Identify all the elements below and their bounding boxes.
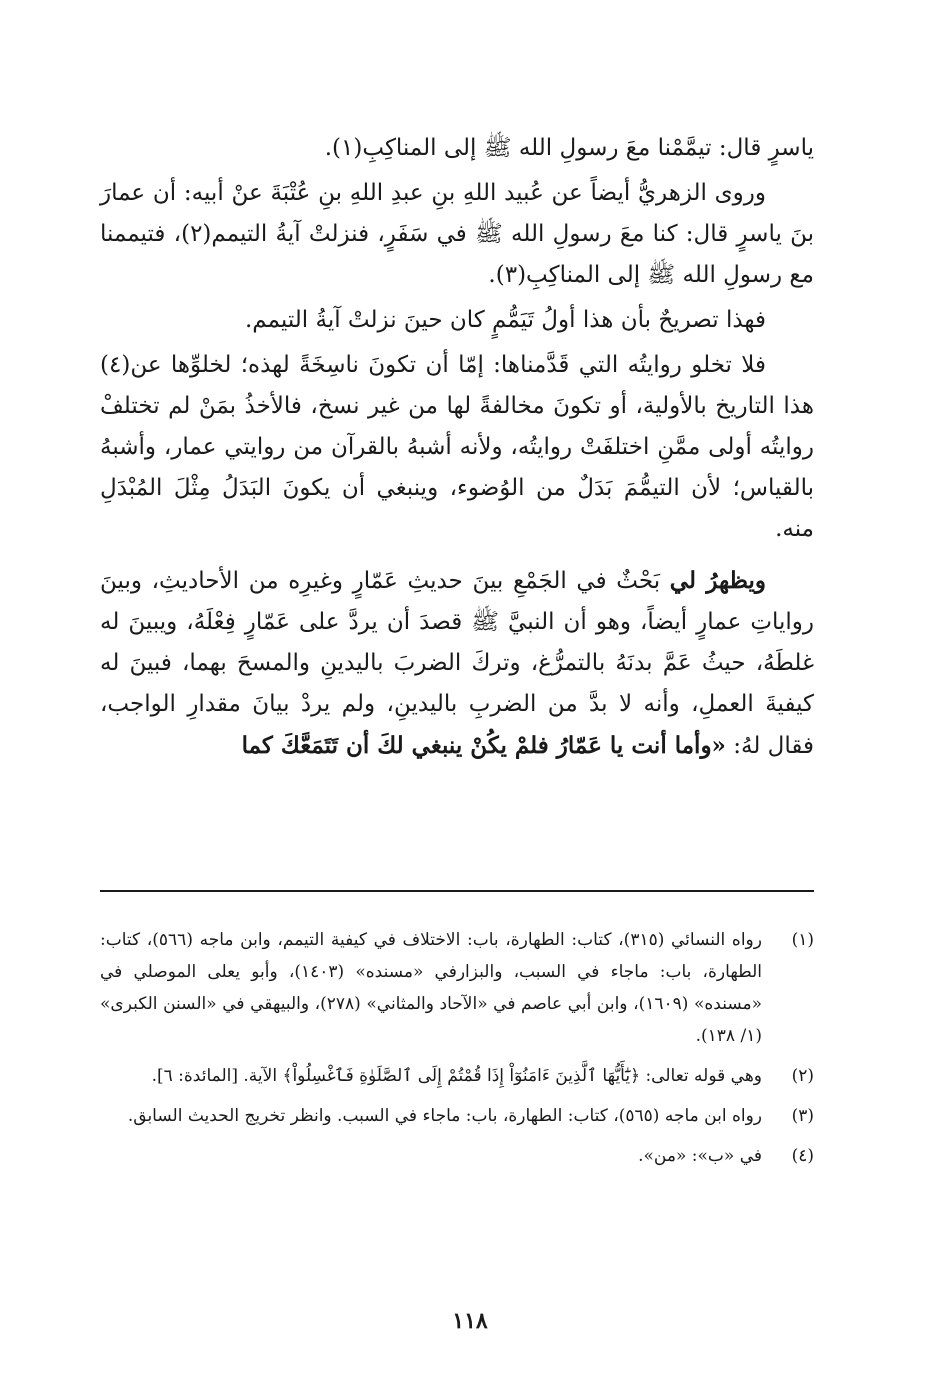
footnote-text: رواه النسائي (٣١٥)، كتاب: الطهارة، باب: الاختلاف في كيفية التيمم، وابن ماجه (٥٦٦)، كتاب: الطهارة، باب: ماجاء في السبب، والبزارفي «مسنده» (١٤٠٣)، وأبو يعلى الموصلي في «مسنده» (١٦٠٩)، وابن أبي عاصم في «الآحاد والمثاني» (٢٧٨)، والبيهقي في «السنن الكبرى» (١/ ١٣٨). — [100, 930, 762, 1046]
footnote-1 — [100, 924, 814, 1052]
footnote-3 — [100, 1100, 814, 1132]
page-body — [100, 128, 814, 767]
paragraph-5-body: بَحْثٌ في الجَمْعِ بينَ حديثِ عَمّارٍ وغيرِه من الأحاديثِ، وبينَ رواياتِ عمارٍ أيضاً، وهو أن النبيَّ ﷺ قصدَ أن يردَّ على عَمّارٍ فِعْلَهُ، ويبينَ له غلطَهُ، حيثُ عَمَّ بدنَهُ بالتمرُّغ، وتركَ الضربَ باليدينِ والمسحَ بهما، فبينَ له كيفيةَ العملِ، وأنه لا بدَّ من الضربِ باليدينِ، ولم يردْ بيانَ مقدارِ الواجب، فقال لهُ: — [100, 568, 814, 759]
footnote-2 — [100, 1060, 814, 1092]
footnote-text: رواه ابن ماجه (٥٦٥)، كتاب: الطهارة، باب: ماجاء في السبب. وانظر تخريج الحديث السابق. — [127, 1106, 762, 1126]
paragraph-2: وروى الزهريُّ أيضاً عن عُبيد اللهِ بنِ عبدِ اللهِ بنِ عُتْبَةَ عنْ أبيه: أن عمارَ بنَ ياسرٍ قال: كنا معَ رسولِ الله ﷺ في سَفَرٍ، فنزلتْ آيةُ التيمم(٢)، فتيممنا مع رسولِ الله ﷺ إلى المناكِبِ(٣). — [100, 180, 814, 288]
footnote-text: وهي قوله تعالى: ﴿يَٰٓأَيُّهَا ٱلَّذِينَ ءَامَنُوٓاْ إِذَا قُمْتُمْ إِلَى ٱلصَّلَوٰةِ فَٱغْسِلُواْ﴾ الآية. [المائدة: ٦]. — [151, 1066, 762, 1086]
footnote-text: في «ب»: «من». — [638, 1146, 762, 1166]
hadith-quote: «وأما أنت يا عَمّارُ فلمْ يكُنْ ينبغي لكَ أن تَتَمَعَّكَ كما — [241, 732, 726, 759]
footnote-4 — [100, 1140, 814, 1172]
footnote-number: (٤) — [791, 1146, 814, 1166]
footnotes — [100, 924, 814, 1180]
page-number: ١١٨ — [452, 1308, 488, 1334]
paragraph-4: فلا تخلو روايتُه التي قَدَّمناها: إمّا أن تكونَ ناسِخَةً لهذه؛ لخلوِّها عن(٤) هذا التاريخ بالأولية، أو تكونَ مخالفةً لها من غير نسخ، فالأخذُ بمَنْ لم تختلفْ روايتُه أولى ممَّنِ اختلفَتْ روايتُه، ولأنه أشبهُ بالقرآن من روايتي عمار، وأشبهُ بالقياس؛ لأن التيمُّمَ بَدَلٌ من الوُضوء، وينبغي أن يكونَ البَدَلُ مِثْلَ المُبْدَلِ منه. — [100, 352, 814, 542]
footnote-separator — [100, 890, 814, 892]
main-text — [100, 128, 814, 767]
paragraph-5 — [100, 560, 814, 767]
paragraph-1: ياسرٍ قال: تيمَّمْنا معَ رسولِ الله ﷺ إلى المناكِبِ(١). — [324, 135, 814, 161]
footnote-number: (١) — [791, 930, 814, 950]
paragraph-3: فهذا تصريحٌ بأن هذا أولُ تَيَمُّمٍ كان حينَ نزلتْ آيةُ التيمم. — [244, 307, 766, 333]
paragraph-5-lead: ويظهرُ لي — [669, 567, 767, 594]
footnote-number: (٢) — [791, 1066, 814, 1086]
footnote-number: (٣) — [791, 1106, 814, 1126]
